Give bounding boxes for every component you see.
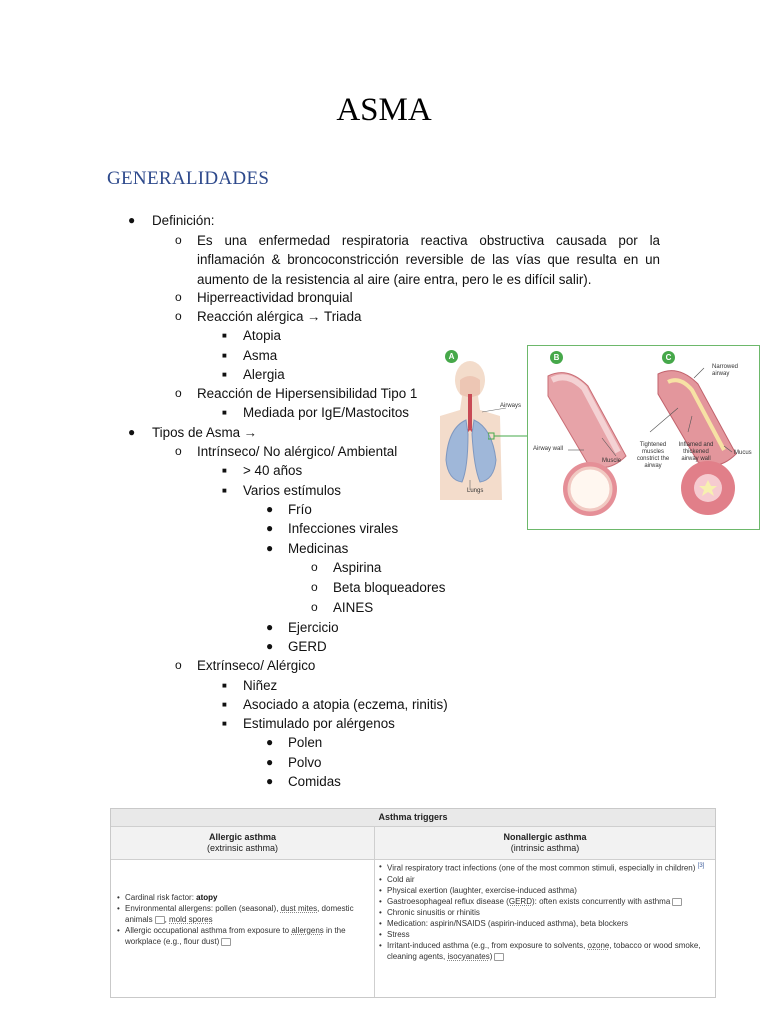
label-lungs: Lungs xyxy=(467,488,484,494)
link-dust-mites[interactable]: dust mites xyxy=(280,904,318,913)
text: , xyxy=(164,915,170,924)
text: Stress xyxy=(387,929,410,939)
label-airway-wall: Airway wall xyxy=(533,446,564,452)
column-subtitle: (intrinsic asthma) xyxy=(510,843,580,853)
bullet-square: ■ xyxy=(222,719,227,728)
outline-item: Reacción alérgica → Triada xyxy=(197,309,362,324)
outline-item: Asma xyxy=(243,348,278,363)
asthma-airway-figure xyxy=(440,345,760,530)
outline-item: Beta bloqueadores xyxy=(333,580,446,595)
text: Environmental allergens: pollen (seasonal), xyxy=(125,904,281,913)
outline-item: Hiperreactividad bronquial xyxy=(197,290,353,305)
outline-item: Alergia xyxy=(243,367,285,382)
bullet: ● xyxy=(266,639,274,653)
text: Cardinal risk factor: xyxy=(125,893,197,902)
bullet-square: ■ xyxy=(222,681,227,690)
text: Gastroesophageal reflux disease ( xyxy=(387,896,509,906)
text: Allergic occupational asthma from exposure to xyxy=(125,926,292,935)
bullet-circle: o xyxy=(175,309,182,323)
bullet: ● xyxy=(128,213,136,227)
definition-paragraph: Es una enfermedad respiratoria reactiva obstructiva causada por la inflamación & broncoconstricción reversible de las vías que resulta en un aumento de la resistencia al aire (aire entra, pero le es difícil salir). xyxy=(197,233,660,287)
label-mucus: Mucus xyxy=(734,450,752,456)
bullet: ● xyxy=(266,755,274,769)
column-divider xyxy=(374,827,375,997)
bullet-square: ■ xyxy=(222,700,227,709)
asthma-triggers-table xyxy=(110,808,716,998)
bullet-circle: o xyxy=(311,560,318,574)
outline-item: Comidas xyxy=(288,774,341,789)
text: in the workplace (e.g., flour dust) xyxy=(125,926,346,946)
list-item xyxy=(379,940,709,962)
badge-b: B xyxy=(550,351,563,364)
badge-c: C xyxy=(662,351,675,364)
list-item xyxy=(379,874,709,885)
outline-item: Estimulado por alérgenos xyxy=(243,716,395,731)
section-heading: GENERALIDADES xyxy=(107,168,270,189)
bullet-circle: o xyxy=(311,580,318,594)
link-isocyanates[interactable]: isocyanates xyxy=(447,951,490,961)
list-item xyxy=(117,925,369,947)
bullet: ● xyxy=(266,521,274,535)
text: ) xyxy=(489,951,493,961)
badge-a: A xyxy=(445,350,458,363)
nonallergic-triggers-list xyxy=(379,861,709,962)
bullet-square: ■ xyxy=(222,486,227,495)
bullet: ● xyxy=(266,502,274,516)
list-item xyxy=(379,861,709,874)
list-item xyxy=(379,907,709,918)
text: , tobacco or wood smoke, cleaning agents, xyxy=(387,940,701,961)
bullet-circle: o xyxy=(175,233,182,247)
label-narrowed-airway: Narrowed airway xyxy=(712,364,739,377)
comment-icon[interactable] xyxy=(155,916,165,924)
outline-item: Definición: xyxy=(152,213,215,228)
label-muscle: Muscle xyxy=(602,458,622,464)
outline-item: GERD xyxy=(288,639,327,654)
bullet: ● xyxy=(266,620,274,634)
outline-item: Polvo xyxy=(288,755,322,770)
document-title: ASMA xyxy=(336,92,432,128)
outline-item: Medicinas xyxy=(288,541,349,556)
label-inflamed-wall: Inflamed and thickened airway wall xyxy=(678,442,714,462)
text: Physical exertion (laughter, exercise-induced asthma) xyxy=(387,885,577,895)
outline-item: Mediada por IgE/Mastocitos xyxy=(243,405,409,420)
outline-item: Reacción de Hipersensibilidad Tipo 1 xyxy=(197,386,418,401)
list-item xyxy=(379,896,709,907)
outline-item: Extrínseco/ Alérgico xyxy=(197,658,316,673)
table-caption: Asthma triggers xyxy=(111,809,715,827)
link-ozone[interactable]: ozone xyxy=(587,940,610,950)
bullet: ● xyxy=(266,735,274,749)
bullet-circle: o xyxy=(175,658,182,672)
link-gerd[interactable]: GERD xyxy=(508,896,532,906)
bullet: ● xyxy=(266,774,274,788)
text: , domestic animals xyxy=(125,904,354,924)
outline-item: Polen xyxy=(288,735,323,750)
list-item xyxy=(379,929,709,940)
bullet-square: ■ xyxy=(222,370,227,379)
list-item xyxy=(379,885,709,896)
allergic-triggers-list xyxy=(117,892,369,947)
outline-item: Atopia xyxy=(243,328,281,343)
comment-icon[interactable] xyxy=(494,953,504,961)
bullet-square: ■ xyxy=(222,408,227,417)
link-mold-spores[interactable]: mold spores xyxy=(169,915,213,924)
outline-item: Infecciones virales xyxy=(288,521,399,536)
bullet-circle: o xyxy=(175,444,182,458)
column-header-nonallergic xyxy=(375,827,715,860)
list-item xyxy=(117,892,369,903)
text: Viral respiratory tract infections (one of the most common stimuli, especially in children) xyxy=(387,863,696,873)
text: Chronic sinusitis or rhinitis xyxy=(387,907,480,917)
outline-item: Niñez xyxy=(243,678,278,693)
lungs-illustration xyxy=(440,350,530,510)
outline-item: AINES xyxy=(333,600,374,615)
bullet-square: ■ xyxy=(222,351,227,360)
text: Irritant-induced asthma (e.g., from exposure to solvents, xyxy=(387,940,588,950)
airway-comparison-panel xyxy=(527,345,760,530)
comment-icon[interactable] xyxy=(672,898,682,906)
text: Medication: aspirin/NSAIDS (aspirin-induced asthma), beta blockers xyxy=(387,918,628,928)
bullet-circle: o xyxy=(311,600,318,614)
label-tightened-muscles: Tightened muscles constrict the airway xyxy=(636,442,670,469)
text: Cold air xyxy=(387,874,415,884)
outline-item: Tipos de Asma → xyxy=(152,425,258,440)
bullet-circle: o xyxy=(175,290,182,304)
bullet-circle: o xyxy=(175,386,182,400)
connector-line xyxy=(488,431,528,441)
bullet-square: ■ xyxy=(222,466,227,475)
bullet-square: ■ xyxy=(222,331,227,340)
outline-item: Asociado a atopia (eczema, rinitis) xyxy=(243,697,448,712)
outline-item: Varios estímulos xyxy=(243,483,341,498)
outline-item: Intrínseco/ No alérgico/ Ambiental xyxy=(197,444,398,459)
outline-item: Frío xyxy=(288,502,312,517)
outline-item: Aspirina xyxy=(333,560,382,575)
list-item xyxy=(379,918,709,929)
column-header-allergic xyxy=(111,827,374,860)
comment-icon[interactable] xyxy=(221,938,231,946)
label-airways: Airways xyxy=(500,403,522,409)
outline-item: Ejercicio xyxy=(288,620,339,635)
bullet: ● xyxy=(266,541,274,555)
text-bold: atopy xyxy=(196,893,218,902)
column-title: Allergic asthma xyxy=(208,832,277,842)
column-subtitle: (extrinsic asthma) xyxy=(206,843,278,853)
link-allergens[interactable]: allergens xyxy=(291,926,324,935)
outline-item: > 40 años xyxy=(243,463,303,478)
bullet: ● xyxy=(128,425,136,439)
text: ): often exists concurrently with asthma xyxy=(531,896,671,906)
column-title: Nonallergic asthma xyxy=(503,832,587,842)
reference-link[interactable]: [3] xyxy=(697,863,705,869)
list-item xyxy=(117,903,369,925)
